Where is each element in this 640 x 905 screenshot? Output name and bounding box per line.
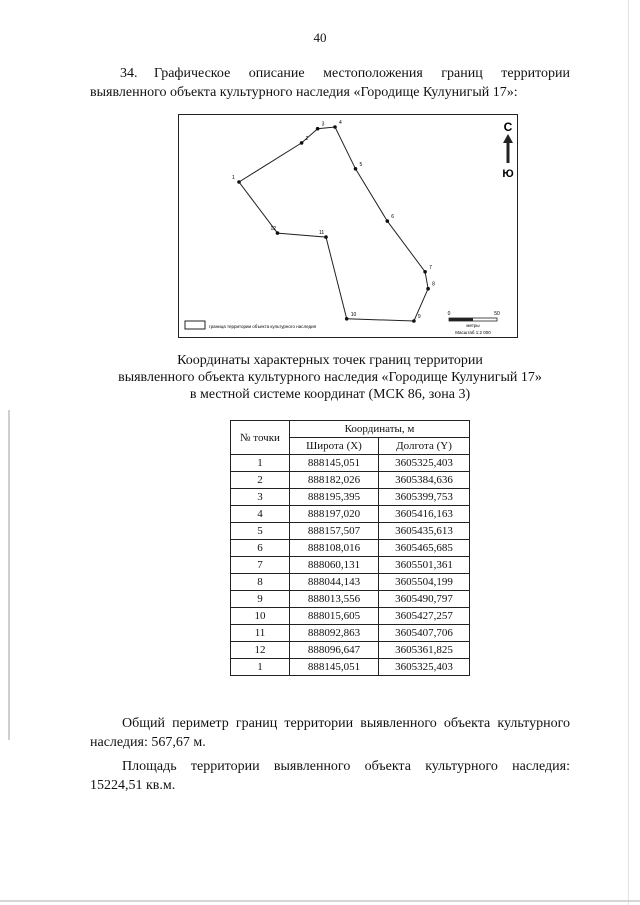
section-title: Графическое описание местоположения границ территории выявленного объекта культурного наследия «Городище Кулунигый 17»: (90, 66, 570, 100)
table-row (231, 557, 470, 574)
coordinates-table-body (231, 455, 470, 676)
table-row (231, 540, 470, 557)
table-row (231, 574, 470, 591)
coordinates-heading (60, 352, 600, 403)
latitude-cell: 888060,131 (290, 557, 379, 574)
point-label: 3 (321, 121, 325, 128)
latitude-cell: 888145,051 (290, 455, 379, 472)
point-number-cell: 3 (231, 489, 290, 506)
boundary-point (345, 317, 349, 321)
point-label: 11 (319, 230, 325, 237)
longitude-cell: 3605384,636 (379, 472, 470, 489)
longitude-cell: 3605407,706 (379, 625, 470, 642)
table-row (231, 523, 470, 540)
coordinates-table (230, 420, 470, 676)
longitude-cell: 3605325,403 (379, 455, 470, 472)
boundary-point (333, 125, 337, 129)
longitude-cell: 3605435,613 (379, 523, 470, 540)
scan-edge-bottom (0, 900, 640, 902)
point-label: 6 (391, 214, 395, 221)
longitude-cell: 3605325,403 (379, 659, 470, 676)
scale-ratio: Масштаб 1:2 000 (455, 330, 491, 335)
boundary-point (316, 127, 320, 131)
scan-edge-right (628, 0, 629, 905)
south-label: Ю (502, 168, 514, 180)
latitude-cell: 888195,395 (290, 489, 379, 506)
latitude-cell: 888157,507 (290, 523, 379, 540)
scan-edge-left (8, 410, 10, 740)
longitude-cell: 3605427,257 (379, 608, 470, 625)
coordinates-heading-line-1: Координаты характерных точек границ территории (177, 353, 483, 368)
boundary-layer (232, 120, 435, 323)
longitude-cell: 3605361,825 (379, 642, 470, 659)
longitude-cell: 3605504,199 (379, 574, 470, 591)
col-coordinates: Координаты, м (290, 421, 470, 438)
point-label: 1 (232, 175, 235, 181)
point-label: 7 (429, 264, 432, 271)
point-number-cell: 11 (231, 625, 290, 642)
point-label: 5 (359, 161, 363, 168)
longitude-cell: 3605399,753 (379, 489, 470, 506)
table-row (231, 608, 470, 625)
point-number-cell: 4 (231, 506, 290, 523)
table-row (231, 591, 470, 608)
longitude-cell: 3605490,797 (379, 591, 470, 608)
north-label: С (503, 120, 513, 134)
map-legend (185, 321, 317, 329)
boundary-map-svg (179, 115, 517, 337)
scale-start: 0 (447, 311, 451, 317)
col-latitude: Широта (X) (290, 438, 379, 455)
point-number-cell: 12 (231, 642, 290, 659)
latitude-cell: 888013,556 (290, 591, 379, 608)
point-number-cell: 6 (231, 540, 290, 557)
perimeter-text: Общий периметр границ территории выявленного объекта культурного наследия: 567,67 м. (90, 716, 570, 750)
scale-end: 50 (494, 311, 500, 317)
coordinates-heading-line-2: выявленного объекта культурного наследия «Городище Кулунигый 17» (118, 370, 542, 385)
scale-unit: метры (466, 323, 480, 328)
latitude-cell: 888044,143 (290, 574, 379, 591)
latitude-cell: 888108,016 (290, 540, 379, 557)
point-label: 10 (350, 311, 357, 318)
boundary-point (412, 319, 416, 323)
scale-bar-fill (449, 318, 473, 321)
latitude-cell: 888182,026 (290, 472, 379, 489)
table-row (231, 642, 470, 659)
boundary-point (426, 287, 430, 291)
section-number: 34. (120, 66, 138, 81)
point-number-cell: 1 (231, 455, 290, 472)
point-label: 4 (339, 120, 342, 126)
point-number-cell: 7 (231, 557, 290, 574)
point-label: 12 (270, 226, 277, 233)
table-row (231, 455, 470, 472)
point-number-cell: 8 (231, 574, 290, 591)
legend-text: граница территории объекта культурного наследия (209, 324, 317, 329)
boundary-line (239, 127, 428, 321)
coordinates-heading-line-3: в местной системе координат (МСК 86, зона 3) (189, 387, 471, 402)
latitude-cell: 888197,020 (290, 506, 379, 523)
latitude-cell: 888145,051 (290, 659, 379, 676)
boundary-point (423, 270, 427, 274)
table-row (231, 506, 470, 523)
longitude-cell: 3605416,163 (379, 506, 470, 523)
map-scale (448, 311, 500, 335)
boundary-point (386, 219, 390, 223)
point-number-cell: 5 (231, 523, 290, 540)
col-point-number: № точки (231, 421, 290, 455)
boundary-point (300, 141, 304, 145)
point-number-cell: 10 (231, 608, 290, 625)
latitude-cell: 888096,647 (290, 642, 379, 659)
table-row (231, 472, 470, 489)
point-number-cell: 9 (231, 591, 290, 608)
longitude-cell: 3605465,685 (379, 540, 470, 557)
latitude-cell: 888092,863 (290, 625, 379, 642)
table-row (231, 625, 470, 642)
area-text: Площадь территории выявленного объекта культурного наследия: 15224,51 кв.м. (90, 759, 570, 793)
totals-section (90, 714, 570, 800)
point-label: 9 (417, 314, 421, 320)
point-label: 2 (305, 135, 309, 142)
legend-swatch (185, 321, 205, 329)
boundary-map (178, 114, 518, 338)
point-number-cell: 1 (231, 659, 290, 676)
section-heading (90, 64, 570, 102)
table-row (231, 659, 470, 676)
point-number-cell: 2 (231, 472, 290, 489)
boundary-point (354, 167, 358, 171)
col-longitude: Долгота (Y) (379, 438, 470, 455)
boundary-point (276, 231, 280, 235)
point-label: 8 (432, 281, 435, 288)
latitude-cell: 888015,605 (290, 608, 379, 625)
page-number: 40 (313, 30, 327, 45)
table-row (231, 489, 470, 506)
boundary-point (324, 235, 328, 239)
compass (502, 120, 513, 180)
boundary-point (237, 180, 241, 184)
north-arrowhead-icon (503, 134, 513, 143)
coordinates-header-row (231, 421, 470, 438)
longitude-cell: 3605501,361 (379, 557, 470, 574)
